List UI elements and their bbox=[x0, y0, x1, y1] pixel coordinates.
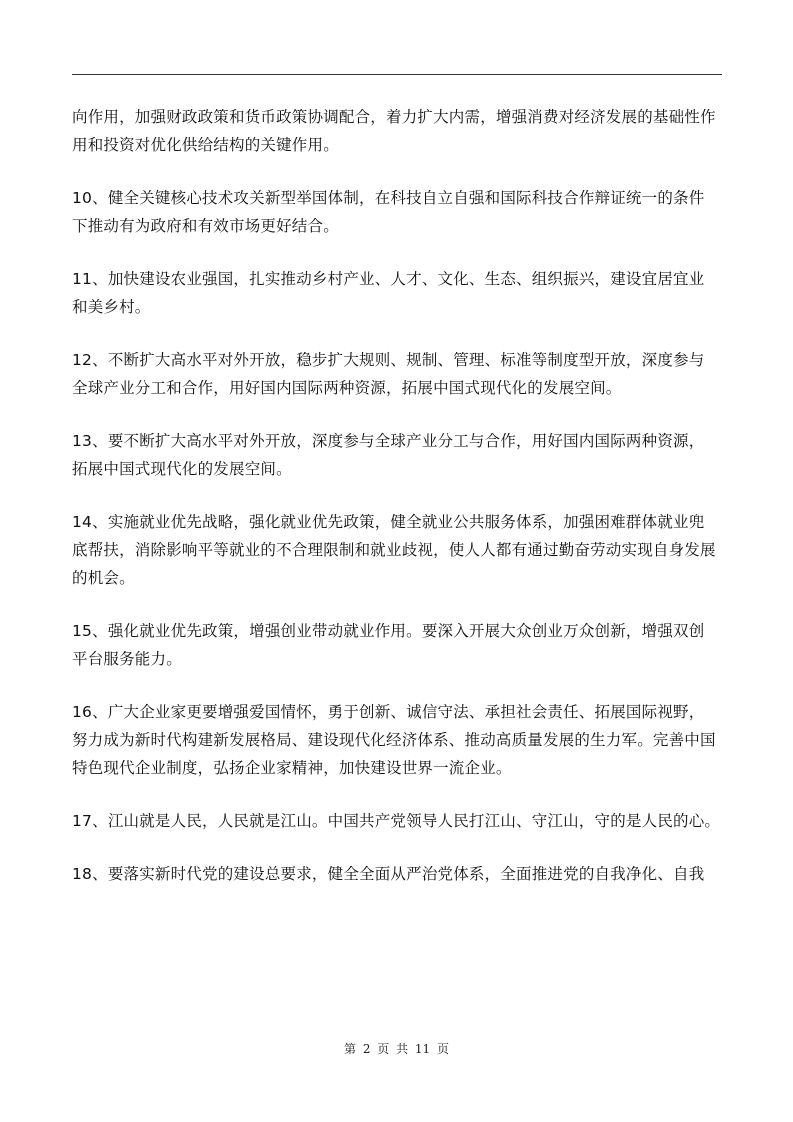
paragraph-continuation: 向作用，加强财政政策和货币政策协调配合，着力扩大内需，增强消费对经济发展的基础性作 用和投资对优化供给结构的关键作用。 bbox=[72, 108, 716, 154]
paragraph-item-17: 17、江山就是人民，人民就是江山。中国共产党领导人民打江山、守江山，守的是人民的心。 bbox=[72, 812, 721, 830]
paragraph-item-10: 10、健全关键核心技术攻关新型举国体制，在科技自立自强和国际科技合作辩证统一的条件 下推动有为政府和有效市场更好结合。 bbox=[72, 189, 705, 235]
page-number-footer: 第 2 页 共 11 页 bbox=[344, 1042, 449, 1056]
paragraph-item-11: 11、加快建设农业强国，扎实推动乡村产业、人才、文化、生态、组织振兴，建设宜居宜业 和美乡村。 bbox=[72, 270, 705, 316]
paragraph-item-14: 14、实施就业优先战略，强化就业优先政策，健全就业公共服务体系，加强困难群体就业兜 底帮扶，消除影响平等就业的不合理限制和就业歧视，使人人都有通过勤奋劳动实现自身发展 的机会。 bbox=[72, 513, 716, 587]
paragraph-item-13: 13、要不断扩大高水平对外开放，深度参与全球产业分工与合作，用好国内国际两种资源， 拓展中国式现代化的发展空间。 bbox=[72, 432, 705, 478]
paragraph-item-15: 15、强化就业优先政策，增强创业带动就业作用。要深入开展大众创业万众创新，增强双创 平台服务能力。 bbox=[72, 622, 705, 668]
header-divider bbox=[72, 74, 722, 75]
document-body bbox=[72, 103, 724, 913]
paragraph-item-18: 18、要落实新时代党的建设总要求，健全全面从严治党体系，全面推进党的自我净化、自我 bbox=[72, 865, 705, 883]
paragraph-item-16: 16、广大企业家更要增强爱国情怀，勇于创新、诚信守法、承担社会责任、拓展国际视野， 努力成为新时代构建新发展格局、建设现代化经济体系、推动高质量发展的生力军。完善中国 特色现代企业制度，弘扬企业家精神，加快建设世界一流企业。 bbox=[72, 703, 716, 777]
paragraph-item-12: 12、不断扩大高水平对外开放，稳步扩大规则、规制、管理、标准等制度型开放，深度参与 全球产业分工和合作，用好国内国际两种资源，拓展中国式现代化的发展空间。 bbox=[72, 351, 705, 397]
